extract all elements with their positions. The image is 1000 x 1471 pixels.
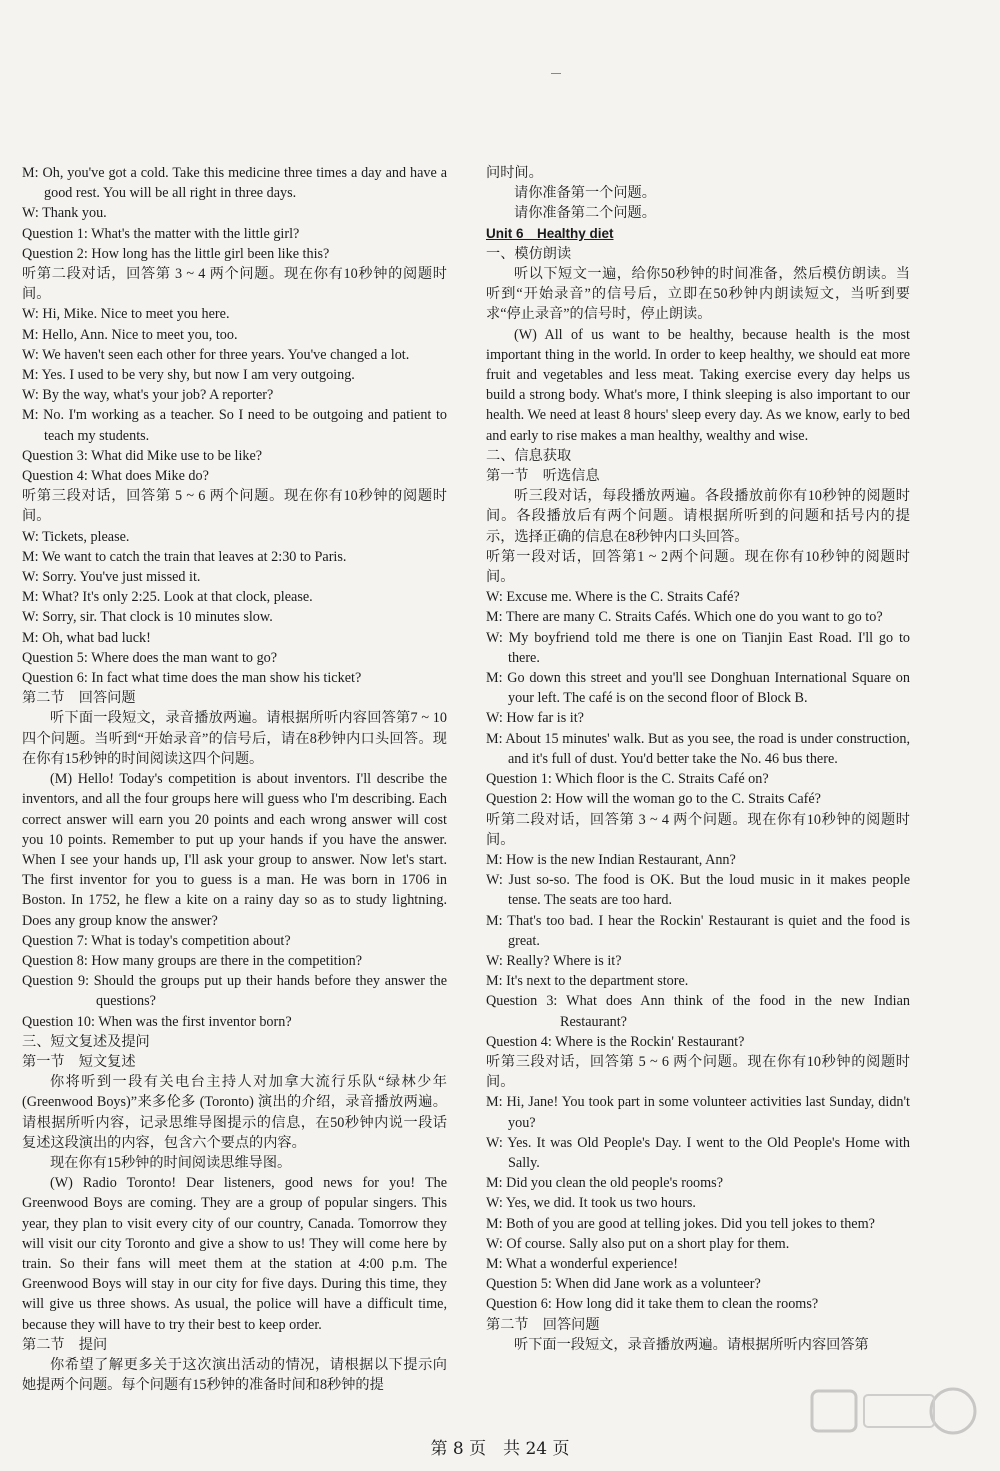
text-line: 请你准备第二个问题。 <box>514 205 656 222</box>
text-line: 请你准备第一个问题。 <box>514 185 656 202</box>
text-line: W: Yes. It was Old People's Day. I went to the Old People's Home with Sally. <box>486 1134 910 1171</box>
text-line: M: Yes. I used to be very shy, but now I am very outgoing. <box>22 367 355 384</box>
text-line: Question 6: How long did it take them to clean the rooms? <box>486 1296 819 1313</box>
text-line: 第一节 短文复述 <box>22 1053 136 1070</box>
text-line: W: Just so-so. The food is OK. But the loud music in it makes people tense. The seats are too hard. <box>486 872 910 909</box>
text-line: W: Sorry, sir. That clock is 10 minutes slow. <box>22 609 273 626</box>
text-line: M: Hello, Ann. Nice to meet you, too. <box>22 326 238 343</box>
text-line: M: What? It's only 2:25. Look at that clock, please. <box>22 589 313 606</box>
text-line: M: Did you clean the old people's rooms? <box>486 1175 723 1192</box>
text-line: 听第一段对话，回答第1 ~ 2两个问题。现在你有10秒钟的阅题时间。 <box>486 548 910 586</box>
text-line: M: About 15 minutes' walk. But as you see, the road is under construction, and it's full of dust. You'd better take the No. 46 bus there. <box>486 730 910 767</box>
text-line: Question 3: What does Ann think of the food in the new Indian Restaurant? <box>486 993 910 1030</box>
text-line: W: Of course. Sally also put on a short play for them. <box>486 1235 790 1252</box>
text-line: W: By the way, what's your job? A reporter? <box>22 387 274 404</box>
text-line: M: That's too bad. I hear the Rockin' Restaurant is quiet and the food is great. <box>486 912 910 949</box>
text-line: W: My boyfriend told me there is one on Tianjin East Road. I'll go to there. <box>486 629 910 666</box>
text-line: 听第二段对话，回答第 3 ~ 4 两个问题。现在你有10秒钟的阅题时间。 <box>486 811 910 848</box>
text-line: (W) All of us want to be healthy, because health is the most important thing in the world. In order to keep healthy, we should eat more fruit and vegetables and less meat. Taking exercise every day helps us build a strong body. What's more, I think sleeping is also important to our health. We need at least 8 hours' sleep every day. As we know, early to bed and early to rise makes a man healthy, wealthy and wise. <box>486 326 910 444</box>
text-line: Question 10: When was the first inventor born? <box>22 1013 292 1030</box>
text-line: 三、短文复述及提问 <box>22 1033 150 1050</box>
text-line: 现在你有15秒钟的时间阅读思维导图。 <box>50 1154 292 1171</box>
text-line: M: Oh, you've got a cold. Take this medicine three times a day and have a good rest. You will be all right in three days. <box>22 165 447 202</box>
text-line: 听第二段对话，回答第 3 ~ 4 两个问题。现在你有10秒钟的阅题时间。 <box>22 266 447 303</box>
text-line: 听三段对话，每段播放两遍。各段播放前你有10秒钟的阅题时间。各段播放后有两个问题。请根据所听到的问题和括号内的提示，选择正确的信息在8秒钟内口头回答。 <box>486 488 910 545</box>
text-line: M: We want to catch the train that leaves at 2:30 to Paris. <box>22 548 347 565</box>
text-line: M: Oh, what bad luck! <box>22 629 151 646</box>
text-line: M: Both of you are good at telling jokes. Did you tell jokes to them? <box>486 1215 875 1232</box>
text-line: 你希望了解更多关于这次演出活动的情况，请根据以下提示向她提两个问题。每个问题有15秒钟的准备时间和8秒钟的提 <box>22 1356 447 1394</box>
text-line: M: Hi, Jane! You took part in some volunteer activities last Sunday, didn't you? <box>486 1094 910 1131</box>
text-line: 第二节 提问 <box>22 1336 108 1353</box>
text-line: M: No. I'm working as a teacher. So I need to be outgoing and patient to teach my students. <box>22 407 447 444</box>
text-line: 听下面一段短文，录音播放两遍。请根据所听内容回答第 <box>514 1336 869 1353</box>
text-line: Question 6: In fact what time does the man show his ticket? <box>22 670 362 687</box>
text-line: 听下面一段短文，录音播放两遍。请根据所听内容回答第7 ~ 10四个问题。当听到“开始录音”的信号后，请在8秒钟内口头回答。现在你有15秒钟的时间阅读这四个问题。 <box>22 710 447 767</box>
text-line: Question 5: When did Jane work as a volunteer? <box>486 1276 761 1293</box>
text-line: 二、信息获取 <box>486 447 572 464</box>
text-line: 第二节 回答问题 <box>22 690 136 707</box>
right-column <box>486 163 910 1355</box>
text-line: 一、模仿朗读 <box>486 245 572 262</box>
text-line: Question 8: How many groups are there in the competition? <box>22 952 363 969</box>
text-line: 你将听到一段有关电台主持人对加拿大流行乐队“绿林少年 (Greenwood Boys)”来多伦多 (Toronto) 演出的介绍，录音播放两遍。请根据所听内容，记录思维导图提示的信息，在50秒钟内说一段话复述这段演出的内容，包含六个要点的内容。 <box>22 1074 447 1151</box>
text-line: 听第三段对话，回答第 5 ~ 6 两个问题。现在你有10秒钟的阅题时间。 <box>22 488 447 525</box>
text-line: Question 1: What's the matter with the little girl? <box>22 225 300 242</box>
text-line: M: Go down this street and you'll see Donghuan International Square on your left. The café is on the second floor of Block B. <box>486 670 910 707</box>
text-line: 第一节 听选信息 <box>486 468 600 485</box>
page-footer: 第 8 页 共 24 页 <box>430 1439 570 1459</box>
text-line: W: Thank you. <box>22 205 107 222</box>
text-line: W: We haven't seen each other for three years. You've changed a lot. <box>22 346 410 363</box>
text-line: M: There are many C. Straits Cafés. Which one do you want to go to? <box>486 609 883 626</box>
text-line: Question 2: How will the woman go to the C. Straits Café? <box>486 791 821 808</box>
text-line: M: What a wonderful experience! <box>486 1255 678 1272</box>
text-line: 第二节 回答问题 <box>486 1316 600 1333</box>
text-line: 听以下短文一遍，给你50秒钟的时间准备，然后模仿朗读。当听到“开始录音”的信号后，立即在50秒钟内朗读短文，当听到要求“停止录音”的信号时，停止朗读。 <box>486 266 910 323</box>
text-line: Question 3: What did Mike use to be like? <box>22 447 263 464</box>
text-line: (M) Hello! Today's competition is about inventors. I'll describe the inventors, and all the four groups here will guess who I'm describing. Each correct answer will earn you 20 points and each wrong answer will cost you 10 points. Remember to put up your hands if you have the answer. When I see your hands up, I'll ask your group to answer. Now let's start. The first inventor for you to guess is a man. He was born in 1706 in Boston. In 1752, he flew a kite on a rainy day so as to study lightning. Does any group know the answer? <box>22 771 447 929</box>
text-line: Unit 6 Healthy diet <box>486 225 614 241</box>
text-line: M: It's next to the department store. <box>486 973 689 990</box>
text-line: Question 5: Where does the man want to go? <box>22 649 278 666</box>
text-line: W: How far is it? <box>486 710 584 727</box>
left-column <box>22 163 447 1395</box>
text-line: Question 2: How long has the little girl been like this? <box>22 245 330 262</box>
text-line: (W) Radio Toronto! Dear listeners, good news for you! The Greenwood Boys are coming. They are a group of popular singers. This year, they plan to visit every city of our country, Canada. Tomorrow they will visit our city Toronto and give a show to us! They will come here by train. So their fans will meet them at the station at 4:00 p.m. The Greenwood Boys will stay in our city for five days. During this time, they will give us three shows. As usual, the police will have a difficult time, because they will have to try their best to keep order. <box>22 1175 447 1333</box>
text-line: 问时间。 <box>486 165 543 181</box>
text-line: W: Hi, Mike. Nice to meet you here. <box>22 306 230 323</box>
text-line: 听第三段对话，回答第 5 ~ 6 两个问题。现在你有10秒钟的阅题时间。 <box>486 1053 910 1091</box>
watermark-logo <box>798 1385 994 1467</box>
text-line: Question 1: Which floor is the C. Straits Café on? <box>486 771 769 788</box>
text-line: W: Excuse me. Where is the C. Straits Café? <box>486 589 740 606</box>
text-line: W: Yes, we did. It took us two hours. <box>486 1195 696 1212</box>
text-line: Question 9: Should the groups put up their hands before they answer the questions? <box>22 973 447 1010</box>
text-line: W: Tickets, please. <box>22 528 130 545</box>
text-line: Question 4: Where is the Rockin' Restaurant? <box>486 1033 745 1050</box>
text-line: M: How is the new Indian Restaurant, Ann? <box>486 851 736 868</box>
page-top-mark <box>551 73 561 74</box>
text-line: W: Really? Where is it? <box>486 952 622 969</box>
text-line: W: Sorry. You've just missed it. <box>22 569 201 586</box>
text-line: Question 4: What does Mike do? <box>22 468 209 485</box>
text-line: Question 7: What is today's competition about? <box>22 932 291 949</box>
